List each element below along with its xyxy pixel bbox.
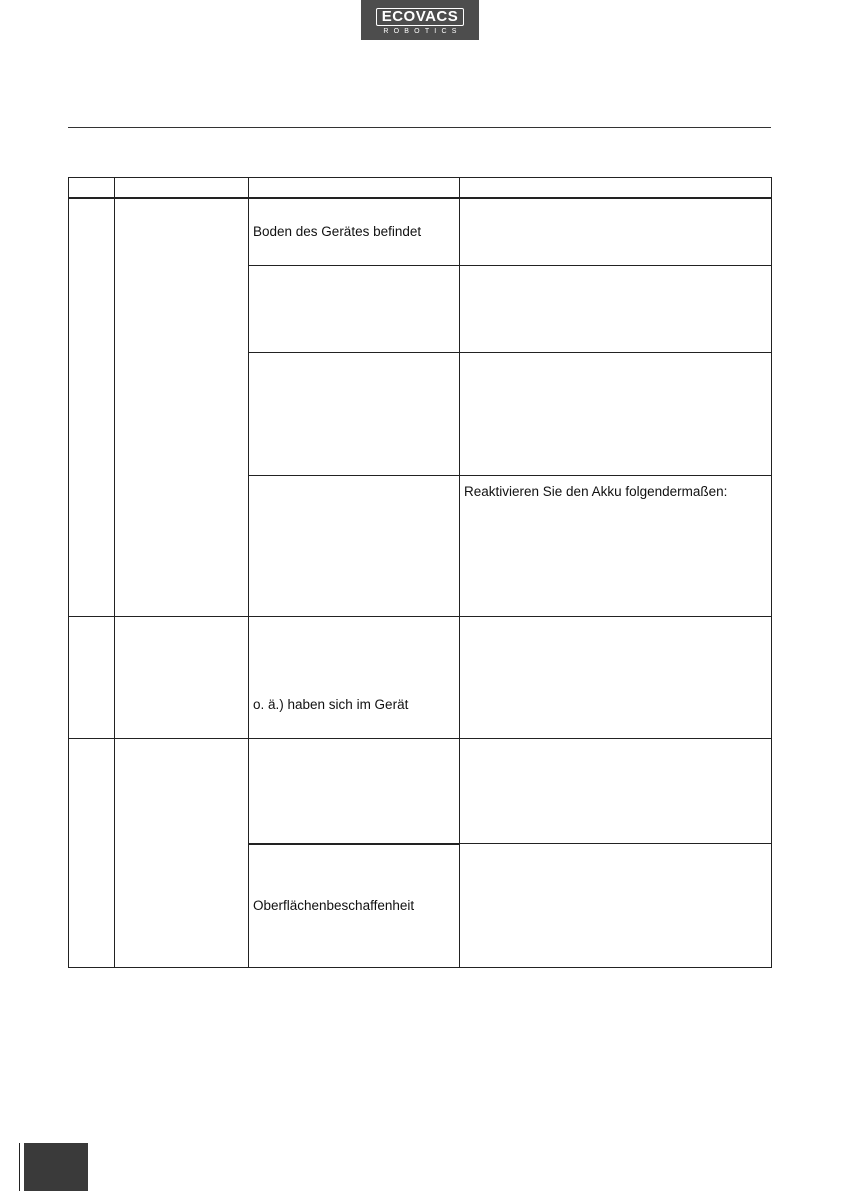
table-row (69, 198, 772, 266)
cause-cell (249, 476, 460, 617)
cause-cell (249, 266, 460, 353)
header-cell-number (69, 178, 115, 198)
logo-brand: ECOVACS (376, 8, 465, 26)
problem-cell (115, 739, 249, 968)
footer-rule (19, 1143, 20, 1191)
number-cell (69, 198, 115, 617)
solution-cell (460, 198, 772, 266)
cause-cell (249, 353, 460, 476)
logo-subtitle: ROBOTICS (383, 28, 462, 35)
table-row (69, 739, 772, 844)
table-row (69, 617, 772, 739)
header-cell-solution (460, 178, 772, 198)
cause-cell (249, 739, 460, 844)
cause-cell: o. ä.) haben sich im Gerät (249, 617, 460, 739)
number-cell (69, 739, 115, 968)
solution-cell (460, 739, 772, 844)
solution-cell (460, 617, 772, 739)
solution-cell (460, 844, 772, 968)
problem-cell (115, 617, 249, 739)
header-cell-cause (249, 178, 460, 198)
solution-cell (460, 266, 772, 353)
header-cell-problem (115, 178, 249, 198)
table-header-row (69, 178, 772, 198)
number-cell (69, 617, 115, 739)
cause-cell: Boden des Gerätes befindet (249, 198, 460, 266)
solution-cell (460, 353, 772, 476)
problem-cell (115, 198, 249, 617)
ecovacs-logo (361, 0, 479, 40)
header-divider (68, 127, 771, 128)
cause-cell: Oberflächenbeschaffenheit (249, 844, 460, 968)
solution-cell: Reaktivieren Sie den Akku folgendermaßen: (460, 476, 772, 617)
troubleshooting-table (68, 177, 772, 968)
page-tab-marker (24, 1143, 88, 1191)
